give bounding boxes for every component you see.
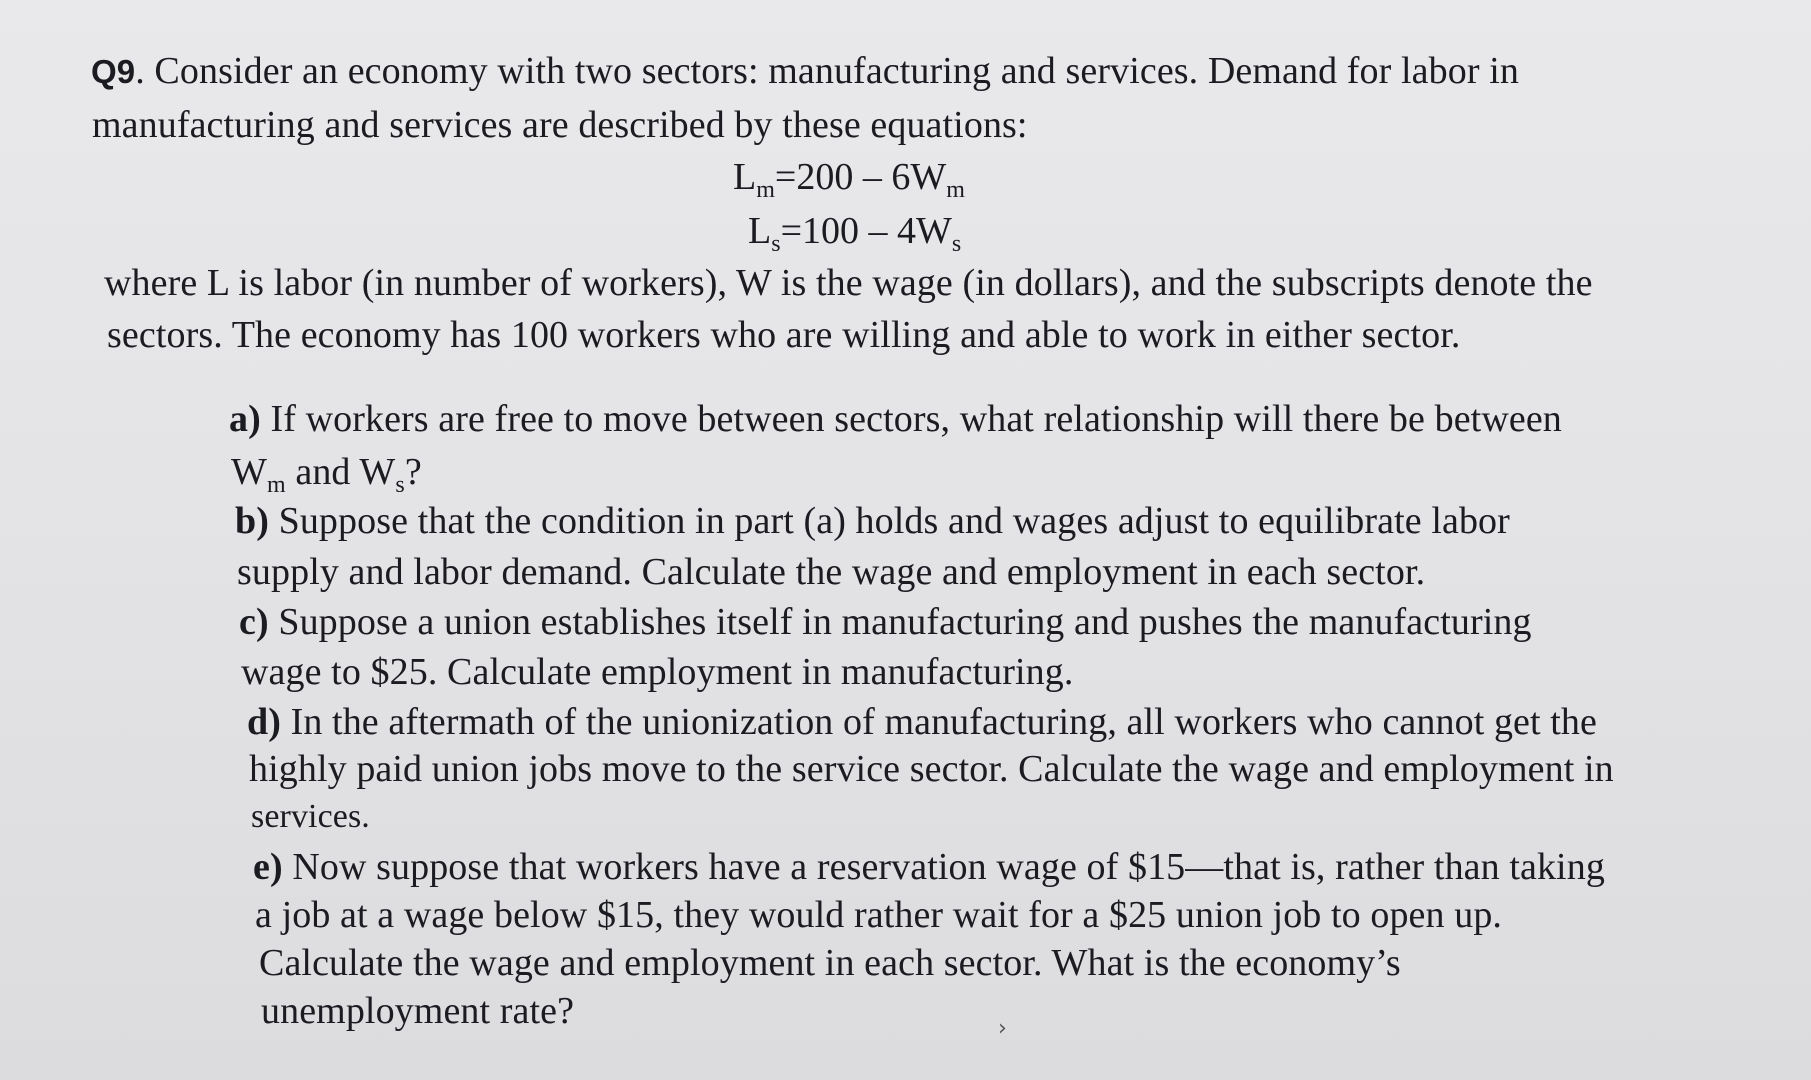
part-b-line-2: supply and labor demand. Calculate the wage and employment in each sector. <box>237 551 1426 593</box>
part-d-text-1: In the aftermath of the unionization of manufacturing, all workers who cannot get the <box>281 701 1597 743</box>
part-a-w1: W <box>231 451 267 493</box>
question-intro-line-1 <box>91 52 1519 90</box>
equation-manufacturing <box>733 156 965 203</box>
definition-line-2: sectors. The economy has 100 workers who are willing and able to work in either sector. <box>107 314 1461 356</box>
part-a-line-2 <box>231 451 422 498</box>
part-d-line-2: highly paid union jobs move to the service sector. Calculate the wage and employment in <box>249 748 1614 790</box>
part-a-sub2: s <box>395 472 405 498</box>
part-e-text-1: Now suppose that workers have a reservation wage of $15—that is, rather than taking <box>282 846 1605 888</box>
part-e-line-3: Calculate the wage and employment in each sector. What is the economy’s <box>259 942 1401 984</box>
part-c-line-2: wage to $25. Calculate employment in manufacturing. <box>241 651 1074 693</box>
part-a-end: ? <box>404 451 422 493</box>
equation-s-lhs: L <box>748 210 772 252</box>
part-e-line-2: a job at a wage below $15, they would rather wait for a $25 union job to open up. <box>255 894 1503 936</box>
part-c-label: c) <box>239 601 269 643</box>
part-d-line-1 <box>247 703 1597 741</box>
part-c-line-1 <box>239 603 1532 641</box>
definition-line-1: where L is labor (in number of workers), W is the wage (in dollars), and the subscripts denote the <box>104 262 1593 304</box>
question-label: Q9 <box>91 53 136 90</box>
equation-services <box>748 210 962 257</box>
equation-m-rhs: =200 – 6W <box>774 156 947 198</box>
equation-m-rhs-sub: m <box>946 177 965 203</box>
part-a-mid: and W <box>285 451 396 493</box>
equation-s-rhs: =100 – 4W <box>780 210 952 252</box>
part-b-line-1 <box>235 502 1510 540</box>
equation-m-lhs: L <box>733 156 757 198</box>
question-intro-line-2: manufacturing and services are described by these equations: <box>92 104 1028 146</box>
part-c-text-1: Suppose a union establishes itself in manufacturing and pushes the manufacturing <box>268 601 1532 643</box>
part-b-text-1: Suppose that the condition in part (a) holds and wages adjust to equilibrate labor <box>269 500 1510 542</box>
part-e-line-4: unemployment rate? <box>261 990 575 1032</box>
part-d-line-3: services. <box>251 798 370 835</box>
part-a-sub1: m <box>266 472 286 498</box>
equation-s-rhs-sub: s <box>951 231 962 257</box>
part-a-label: a) <box>229 398 261 440</box>
question-intro-text-1: . Consider an economy with two sectors: manufacturing and services. Demand for labor in <box>135 50 1519 92</box>
part-b-label: b) <box>235 500 269 542</box>
equation-s-lhs-sub: s <box>771 231 781 257</box>
part-d-label: d) <box>247 701 281 743</box>
mouse-cursor-icon: › <box>998 1016 1007 1041</box>
part-a-text-1: If workers are free to move between sectors, what relationship will there be between <box>260 398 1562 440</box>
part-e-label: e) <box>253 846 283 888</box>
part-e-line-1 <box>253 848 1605 886</box>
equation-m-lhs-sub: m <box>756 177 775 203</box>
part-a-line-1 <box>229 400 1562 438</box>
